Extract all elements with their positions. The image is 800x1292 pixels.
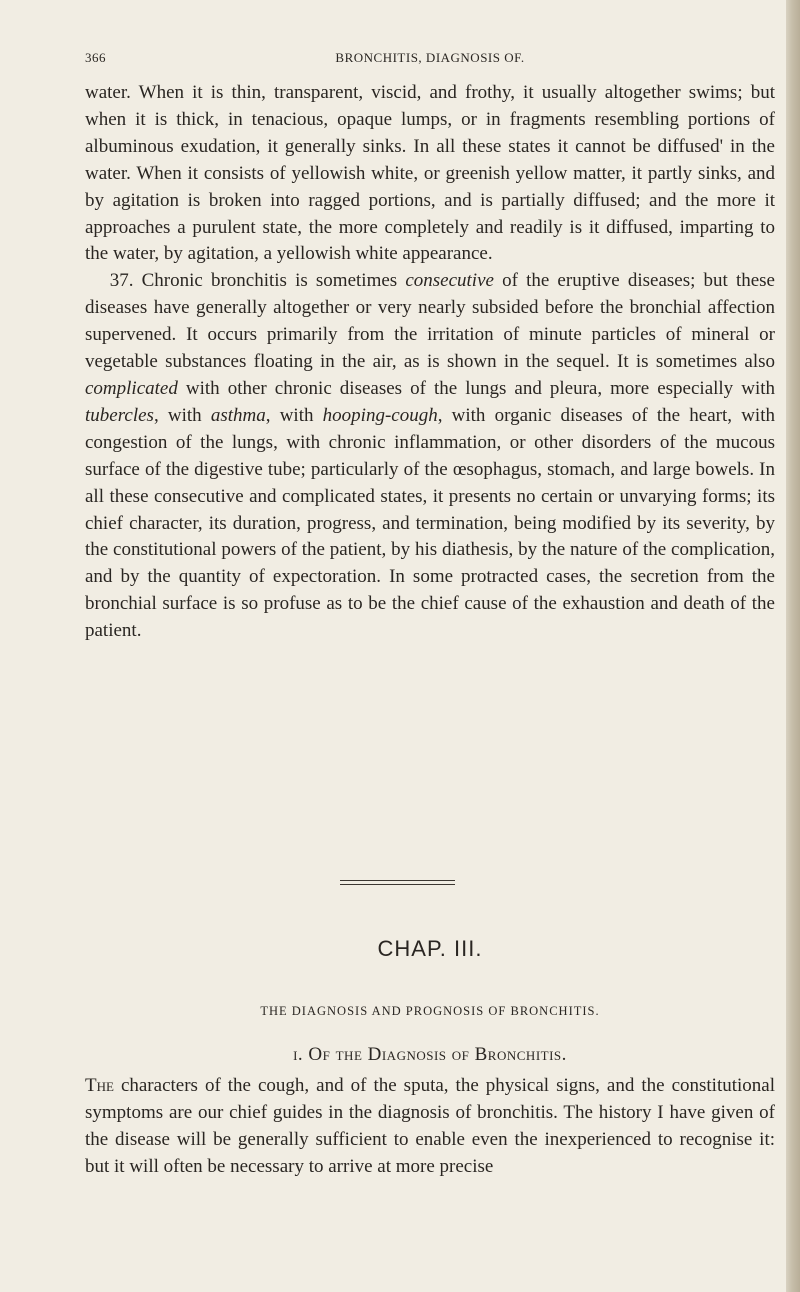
paragraph: [85, 1073, 775, 1181]
text-run: , with: [265, 404, 323, 426]
paragraph: water. When it is thin, transparent, viscid, and frothy, it usually altogether swims; but when it is thick, in tenacious, opaque lumps, or in fragments resembling portions of albuminous exudation, it generally sinks. In all these states it cannot be diffused' in the water. When it consists of yellowish white, or greenish yellow matter, it partly sinks, and by agitation is broken into ragged portions, and is partially diffused; and the more it approaches a purulent state, the more completely and readily is it diffused, imparting to the water, by agitation, a yellowish white appearance.: [85, 82, 775, 265]
body-text: [85, 80, 775, 645]
italic-term: consecutive: [405, 270, 494, 292]
text-run: 37. Chronic bronchitis is sometimes: [109, 270, 406, 292]
text-run: of the eruptive diseases; but these diseases have generally altogether or very nearly subsided before the bronchial affection supervened. It occurs primarily from the irritation of minute particles of mineral or vegetable substances floating in the air, as is shown in the sequel. It is sometimes also: [85, 270, 775, 373]
italic-term: hooping-cough: [322, 404, 438, 426]
text-run: characters of the cough, and of the sputa, the physical signs, and the constitutional symptoms are our chief guides in the diagnosis of bronchitis. The history I have given of the disease will be generally sufficient to enable even the inexperienced to recognise it: but it will often be necessary to arrive at more precise: [85, 1075, 775, 1177]
section-text: [85, 1073, 775, 1181]
page-number: 366: [85, 50, 106, 65]
divider-rule: [340, 880, 455, 881]
text-run: , with organic diseases of the heart, with congestion of the lungs, with chronic inflammation, or other disorders of the mucous surface of the digestive tube; particularly of the œsophagus, stomach, and large bowels. In all these consecutive and complicated states, it presents no certain or unvarying forms; its chief character, its duration, progress, and termination, being modified by its severity, by the constitutional powers of the patient, by his diathesis, by the nature of the complication, and by the quantity of expectoration. In some protracted cases, the secretion from the bronchial surface is so profuse as to be the chief cause of the exhaustion and death of the patient.: [85, 404, 775, 642]
page-edge: [786, 0, 800, 1292]
italic-term: complicated: [85, 377, 178, 399]
running-head: [85, 50, 775, 72]
paragraph: [85, 268, 775, 645]
text-run: with other chronic diseases of the lungs and pleura, more especially with: [177, 377, 775, 399]
lead-word: The: [85, 1075, 114, 1096]
chapter-subtitle: THE DIAGNOSIS AND PROGNOSIS OF BRONCHITIS.: [260, 1004, 600, 1018]
section-heading: i. Of the Diagnosis of Bronchitis.: [293, 1044, 567, 1065]
italic-term: asthma: [210, 404, 266, 426]
text-run: , with: [153, 404, 211, 426]
running-title: BRONCHITIS, DIAGNOSIS OF.: [335, 50, 525, 65]
italic-term: tubercles: [85, 404, 154, 426]
divider-rule: [340, 884, 455, 885]
chapter-heading: CHAP. III.: [377, 936, 483, 961]
